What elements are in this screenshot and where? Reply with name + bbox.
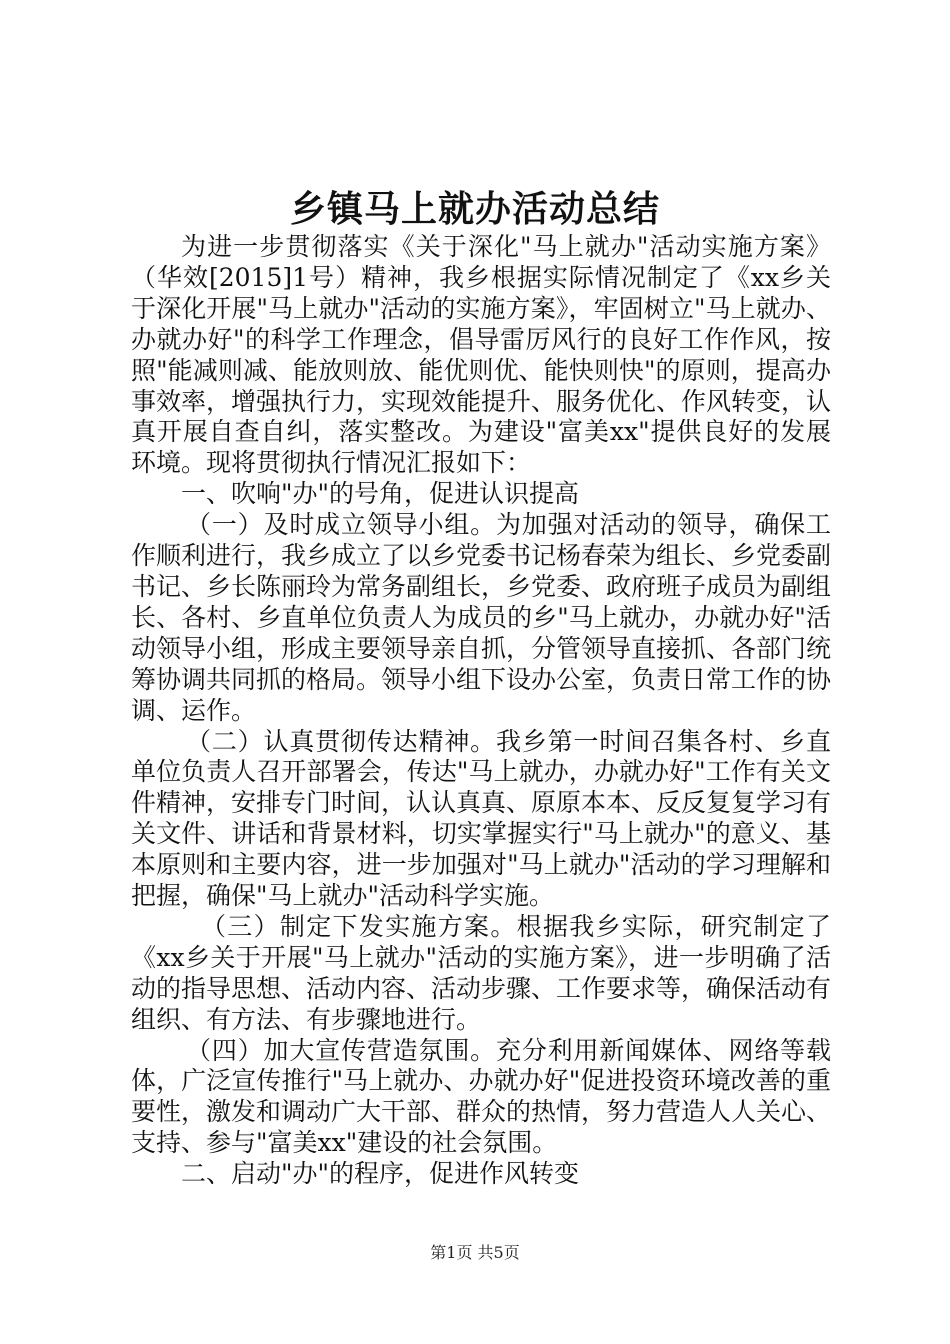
paragraph-intro: 为进一步贯彻落实《关于深化"马上就办"活动实施方案》（华效[2015]1号）精神，我乡根据实际情况制定了《xx乡关于深化开展"马上就办"活动的实施方案》，牢固树立"马上就办、办就办好"的科学工作理念，倡导雷厉风行的良好工作作风，按照"能减则减、能放则放、能优则优、能快则快"的原则，提高办事效率，增强执行力，实现效能提升、服务优化、作风转变，认真开展自查自纠，落实整改。为建设"富美xx"提供良好的发展环境。现将贯彻执行情况汇报如下： xyxy=(131,232,832,478)
paragraph-1-3: （三）制定下发实施方案。根据我乡实际，研究制定了《xx乡关于开展"马上就办"活动的实施方案》，进一步明确了活动的指导思想、活动内容、活动步骤、工作要求等，确保活动有组织、有方法、有步骤地进行。 xyxy=(131,911,832,1034)
document-title: 乡镇马上就办活动总结 xyxy=(289,188,660,230)
paragraph-1-4: （四）加大宣传营造氛围。充分利用新闻媒体、网络等载体，广泛宣传推行"马上就办、办就办好"促进投资环境改善的重要性，激发和调动广大干部、群众的热情，努力营造人人关心、支持、参与"富美xx"建设的社会氛围。 xyxy=(131,1035,832,1158)
paragraph-1-2: （二）认真贯彻传达精神。我乡第一时间召集各村、乡直单位负责人召开部署会，传达"马上就办，办就办好"工作有关文件精神，安排专门时间，认认真真、原原本本、反反复复学习有关文件、讲话和背景材料，切实掌握实行"马上就办"的意义、基本原则和主要内容，进一步加强对"马上就办"活动的学习理解和把握，确保"马上就办"活动科学实施。 xyxy=(131,726,832,911)
section-heading-1: 一、吹响"办"的号角，促进认识提高 xyxy=(181,479,579,509)
section-heading-2: 二、启动"办"的程序，促进作风转变 xyxy=(181,1159,579,1189)
paragraph-1-1: （一）及时成立领导小组。为加强对活动的领导，确保工作顺利进行，我乡成立了以乡党委书记杨春荣为组长、乡党委副书记、乡长陈丽玲为常务副组长，乡党委、政府班子成员为副组长、各村、乡直单位负责人为成员的乡"马上就办，办就办好"活动领导小组，形成主要领导亲自抓，分管领导直接抓、各部门统筹协调共同抓的格局。领导小组下设办公室，负责日常工作的协调、运作。 xyxy=(131,510,832,725)
page-number: 第1页 共5页 xyxy=(430,1243,520,1262)
document-body xyxy=(131,232,831,1190)
